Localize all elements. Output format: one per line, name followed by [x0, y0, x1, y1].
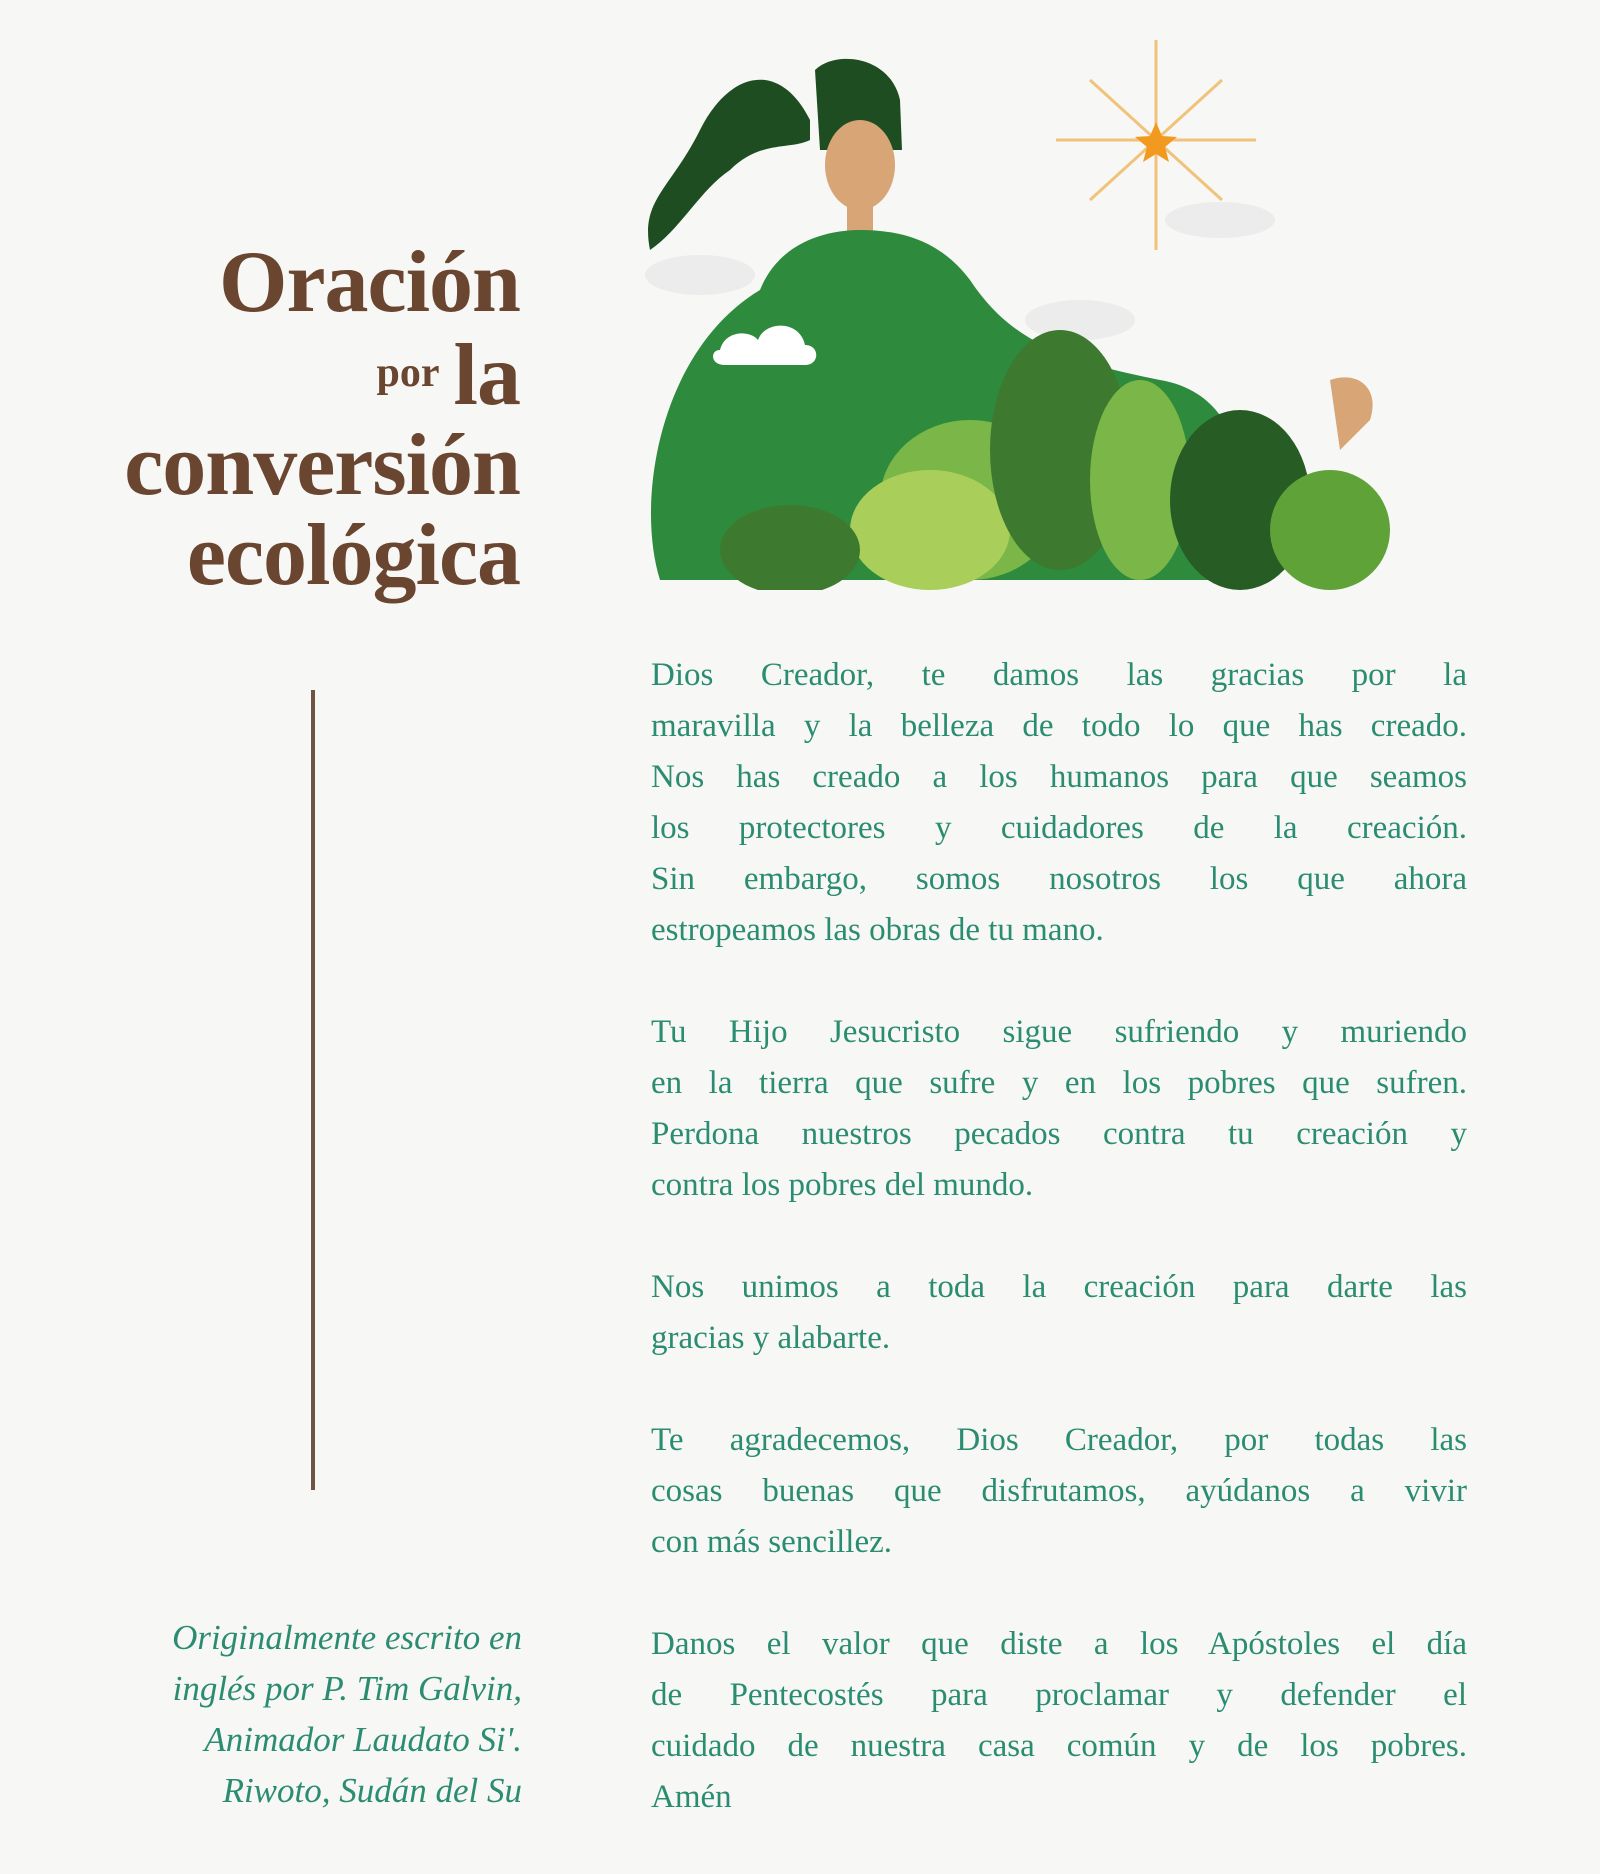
prayer-paragraph: [651, 650, 1467, 956]
page-title: [124, 234, 520, 604]
prayer-paragraph: [651, 1415, 1467, 1568]
prayer-line: con más sencillez.: [651, 1524, 892, 1560]
prayer-line: gracias y alabarte.: [651, 1320, 891, 1356]
prayer-paragraph: [651, 1619, 1467, 1823]
prayer-line: cosas buenas que disfrutamos, ayúdanos a vivir: [651, 1473, 1467, 1509]
vertical-divider: [311, 690, 315, 1490]
prayer-line: en la tierra que sufre y en los pobres que sufren.: [651, 1065, 1467, 1101]
prayer-line: Nos unimos a toda la creación para darte las: [651, 1269, 1467, 1305]
prayer-line: los protectores y cuidadores de la creación.: [651, 810, 1467, 846]
prayer-line: Amén: [651, 1779, 732, 1815]
prayer-line: contra los pobres del mundo.: [651, 1167, 1034, 1203]
attribution-line: inglés por P. Tim Galvin,: [172, 1669, 522, 1708]
title-line-4: ecológica: [186, 507, 520, 604]
attribution-line: Animador Laudato Si'.: [204, 1720, 522, 1759]
attribution-line: Originalmente escrito en: [172, 1618, 522, 1657]
prayer-text: [651, 650, 1467, 1874]
title-line-1: Oración: [219, 234, 520, 331]
attribution: [172, 1612, 522, 1816]
prayer-line: Danos el valor que diste a los Apóstoles el día: [651, 1626, 1467, 1662]
title-la: la: [453, 327, 520, 424]
attribution-line: Riwoto, Sudán del Su: [222, 1771, 522, 1810]
title-line-2: [124, 327, 520, 424]
title-line-3: conversión: [124, 417, 520, 514]
prayer-line: maravilla y la belleza de todo lo que has creado.: [651, 708, 1467, 744]
prayer-line: Te agradecemos, Dios Creador, por todas las: [651, 1422, 1467, 1458]
prayer-line: Sin embargo, somos nosotros los que ahora: [651, 861, 1467, 897]
prayer-line: Nos has creado a los humanos para que seamos: [651, 759, 1467, 795]
prayer-line: Tu Hijo Jesucristo sigue sufriendo y muriendo: [651, 1014, 1467, 1050]
prayer-line: cuidado de nuestra casa común y de los pobres.: [651, 1728, 1467, 1764]
face: [825, 120, 895, 235]
prayer-line: Perdona nuestros pecados contra tu creación y: [651, 1116, 1467, 1152]
prayer-paragraph: [651, 1262, 1467, 1364]
prayer-paragraph: [651, 1007, 1467, 1211]
prayer-line: estropeamos las obras de tu mano.: [651, 912, 1104, 948]
prayer-line: Dios Creador, te damos las gracias por la: [651, 657, 1467, 693]
woman-nature-illustration: [640, 30, 1480, 590]
prayer-line: de Pentecostés para proclamar y defender el: [651, 1677, 1467, 1713]
title-por: por: [376, 350, 440, 396]
